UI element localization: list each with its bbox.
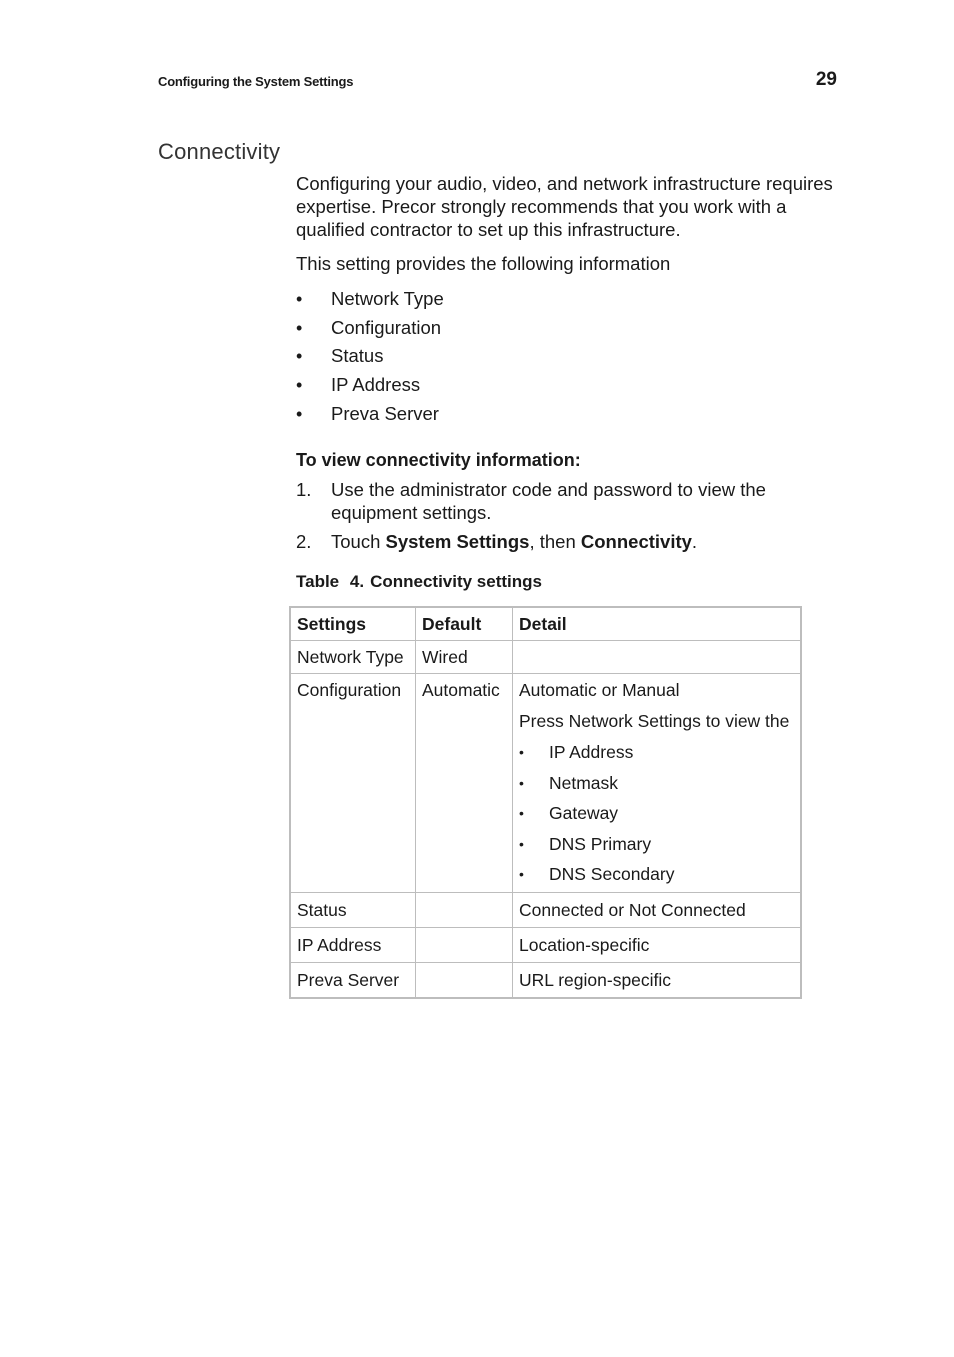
column-header-settings: Settings: [290, 607, 416, 641]
detail-list-item: [519, 834, 794, 865]
detail-list-item: [519, 803, 794, 834]
step-text-suffix: .: [691, 531, 698, 552]
bullet-icon: •: [519, 866, 524, 882]
detail-list-label: Netmask: [549, 772, 619, 793]
bullet-icon: •: [296, 403, 303, 424]
detail-list-label: DNS Primary: [549, 833, 652, 854]
detail-list-item: [519, 773, 794, 804]
step-text-middle: , then: [529, 531, 581, 552]
intro-paragraph: Configuring your audio, video, and network infrastructure requires expertise. Precor strongly recommends that you work with a qualified contractor to set up this infrastructure.: [296, 173, 833, 240]
setting-cell: IP Address: [290, 928, 416, 963]
detail-list-label: IP Address: [549, 742, 634, 762]
connectivity-settings-table: [289, 606, 802, 999]
menu-name-system-settings: System Settings: [385, 531, 530, 552]
step-text: Use the administrator code and password to view the equipment settings.: [331, 479, 766, 523]
list-item-label: Preva Server: [331, 402, 439, 424]
detail-cell: [513, 674, 802, 893]
table-caption-label: Table: [296, 572, 340, 591]
menu-name-connectivity: Connectivity: [580, 531, 692, 552]
detail-note: Press Network Settings to view the: [519, 711, 790, 731]
column-header-default: Default: [416, 607, 513, 641]
table-row: [290, 674, 801, 893]
default-cell: [416, 893, 513, 928]
setting-cell: Configuration: [290, 674, 416, 893]
default-cell: Automatic: [416, 674, 513, 893]
provides-text: This setting provides the following information: [296, 253, 671, 274]
bullet-icon: •: [296, 289, 303, 309]
setting-cell: Status: [290, 893, 416, 928]
default-cell: [416, 963, 513, 999]
table-header-row: [290, 607, 801, 641]
procedure-steps: [296, 478, 826, 559]
detail-list: [519, 742, 794, 886]
table-row: [290, 928, 801, 963]
bullet-icon: •: [519, 805, 524, 821]
setting-cell: Preva Server: [290, 963, 416, 999]
detail-cell: Location-specific: [513, 928, 802, 963]
list-item-label: Network Type: [331, 288, 444, 309]
bullet-icon: •: [519, 835, 524, 852]
list-item-label: Status: [331, 345, 384, 367]
detail-text: Automatic or Manual: [519, 680, 680, 700]
detail-list-label: DNS Secondary: [549, 864, 675, 884]
detail-cell: URL region-specific: [513, 963, 802, 999]
page-number: 29: [815, 69, 837, 90]
detail-list-label: Gateway: [549, 803, 619, 823]
table-row: [290, 963, 801, 999]
detail-list-item: [519, 864, 794, 886]
section-title: Connectivity: [158, 139, 281, 164]
step-number: 2.: [296, 531, 312, 552]
detail-list-item: [519, 742, 794, 773]
table-caption-title: Connectivity settings: [370, 572, 542, 591]
table-caption: [296, 572, 542, 592]
list-item-label: Configuration: [331, 316, 442, 338]
bullet-icon: •: [519, 744, 524, 760]
step-text: [331, 530, 826, 553]
table-caption-number: 4.: [349, 572, 365, 591]
step-text-prefix: Touch: [331, 531, 386, 552]
table-row: [290, 893, 801, 928]
default-cell: [416, 928, 513, 963]
column-header-detail: Detail: [513, 607, 802, 641]
detail-cell: [513, 641, 802, 674]
procedure-heading: To view connectivity information:: [296, 450, 581, 470]
procedure-step: [296, 530, 826, 553]
setting-cell: Network Type: [290, 641, 416, 674]
step-number: 1.: [296, 479, 312, 500]
bullet-icon: •: [519, 774, 524, 791]
running-head: Configuring the System Settings: [158, 74, 354, 89]
bullet-icon: •: [296, 346, 303, 367]
bullet-icon: •: [296, 317, 303, 338]
procedure-step: [296, 478, 826, 524]
list-item-label: IP Address: [331, 374, 421, 396]
detail-cell: Connected or Not Connected: [513, 893, 802, 928]
default-cell: Wired: [416, 641, 513, 674]
bullet-icon: •: [296, 375, 303, 396]
table-row: [290, 641, 801, 674]
